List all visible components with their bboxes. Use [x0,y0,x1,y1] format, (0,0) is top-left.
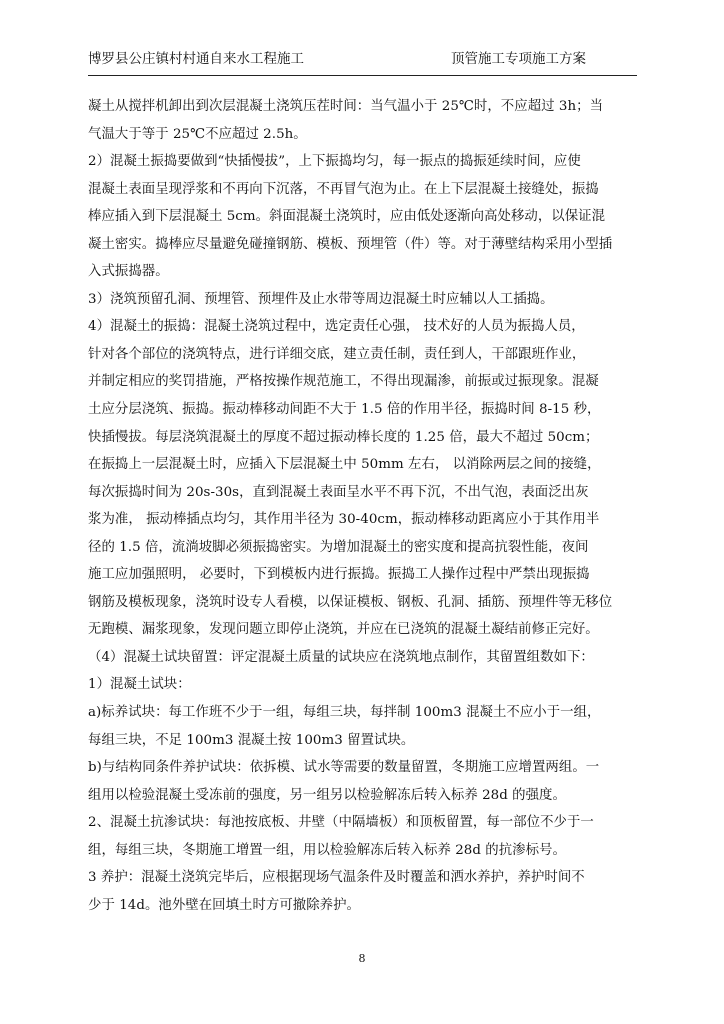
text-line: 1）混凝土试块： [88,677,191,693]
text-line: 针对各个部位的浇筑特点，进行详细交底，建立责任制，责任到人，干部跟班作业， [88,346,586,362]
text-line: 2）混凝土振捣要做到“快插慢拔”，上下振捣均匀，每一振点的捣振延续时间，应使 [88,154,581,170]
text-line: 组用以检验混凝土受冻前的强度，另一组另以检验解冻后转入标养 28d 的强度。 [88,787,566,803]
text-line: a)标养试块：每工作班不少于一组，每组三块，每拌制 100m3 混凝土不应小于一组， [88,705,601,721]
text-line: 在振捣上一层混凝土时，应插入下层混凝土中 50mm 左右， 以消除两层之间的接缝， [88,457,601,473]
text-line: 少于 14d。池外壁在回填土时方可撤除养护。 [88,897,360,913]
text-line: 混凝土表面呈现浮浆和不再向下沉落，不再冒气泡为止。在上下层混凝土接缝处，振捣 [88,181,599,197]
text-line: 入式振捣器。 [88,264,169,280]
text-line: 每组三块，不足 100m3 混凝土按 100m3 留置试块。 [88,732,415,748]
header-document-title: 顶管施工专项施工方案 [451,51,586,67]
header-project-title: 博罗县公庄镇村村通自来水工程施工 [88,51,304,67]
body-text [88,93,648,919]
text-line: 径的 1.5 倍，流淌坡脚必须振捣密实。为增加混凝土的密实度和提高抗裂性能，夜间 [88,539,589,555]
text-line: 并制定相应的奖罚措施，严格按操作规范施工，不得出现漏渗，前振或过振现象。混凝 [88,374,599,390]
text-line: 棒应插入到下层混凝土 5cm。斜面混凝土浇筑时，应由低处逐渐向高处移动，以保证混 [88,209,606,225]
text-line: 3 养护：混凝土浇筑完毕后，应根据现场气温条件及时覆盖和洒水养护，养护时间不 [88,870,585,886]
text-line: 土应分层浇筑、振捣。振动棒移动间距不大于 1.5 倍的作用半径，振捣时间 8-15 秒， [88,402,601,418]
header-divider [88,75,637,76]
text-line: 凝土密实。捣棒应尽量避免碰撞钢筋、模板、预埋管（件）等。对于薄壁结构采用小型插 [88,236,613,252]
text-line: 2、混凝土抗渗试块：每池按底板、井壁（中隔墙板）和顶板留置，每一部位不少于一 [88,815,594,831]
text-line: b)与结构同条件养护试块：依拆模、试水等需要的数量留置，冬期施工应增置两组。一 [88,760,600,776]
text-line: 3）浇筑预留孔洞、预埋管、预埋件及止水带等周边混凝土时应辅以人工插捣。 [88,291,554,307]
text-line: 4）混凝土的振捣：混凝土浇筑过程中，选定责任心强， 技术好的人员为振捣人员， [88,319,585,335]
page-header [88,50,636,74]
text-line: 快插慢拔。每层浇筑混凝土的厚度不超过振动棒长度的 1.25 倍，最大不超过 50cm； [88,429,599,445]
text-line: 凝土从搅拌机卸出到次层混凝土浇筑压茬时间：当气温小于 25℃时，不应超过 3h；当 [88,99,604,114]
text-line: 气温大于等于 25℃不应超过 2.5h。 [88,126,307,142]
text-line: 组，每组三块，冬期施工增置一组，用以检验解冻后转入标养 28d 的抗渗标号。 [88,842,566,858]
text-line: （4）混凝土试块留置：评定混凝土质量的试块应在浇筑地点制作，其留置组数如下： [88,649,594,665]
text-line: 每次振捣时间为 20s-30s，直到混凝土表面呈水平不再下沉，不出气泡，表面泛出灰 [88,484,589,500]
text-line: 钢筋及模板现象，浇筑时设专人看模，以保证模板、钢板、孔洞、插筋、预埋件等无移位 [88,594,613,610]
text-line: 浆为准， 振动棒插点均匀，其作用半径为 30-40cm，振动棒移动距离应小于其作用半 [88,512,600,528]
page-number: 8 [358,952,366,965]
text-line: 施工应加强照明， 必要时，下到模板内进行振捣。振捣工人操作过程中严禁出现振捣 [88,567,590,583]
text-line: 无跑模、漏浆现象，发现问题立即停止浇筑，并应在已浇筑的混凝土凝结前修正完好。 [88,622,599,638]
